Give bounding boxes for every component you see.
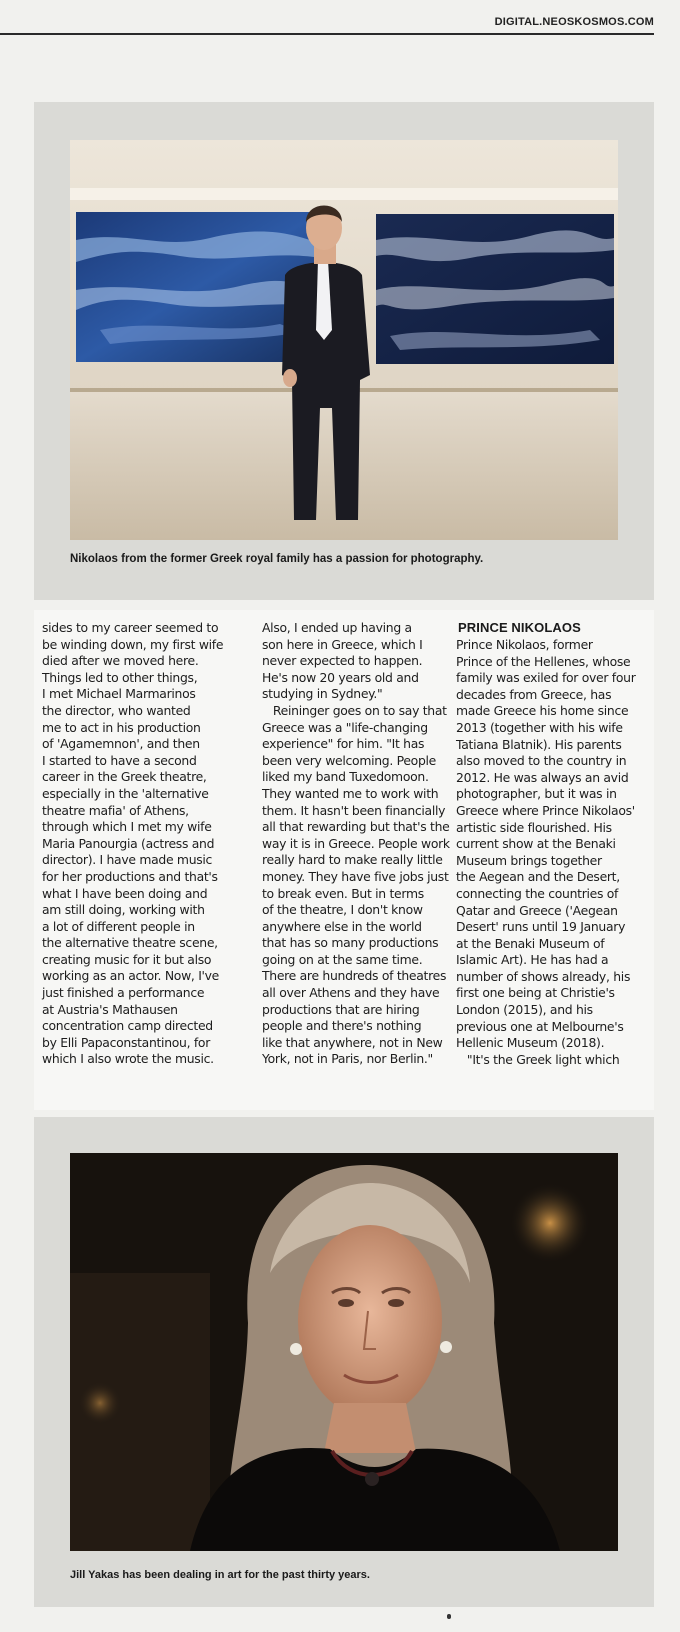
caption-nikolaos: Nikolaos from the former Greek royal family has a passion for photography.	[70, 553, 484, 565]
photo-jill-yakas-illustration	[70, 1153, 618, 1551]
figure-jill-yakas	[34, 1117, 654, 1607]
caption-jill-yakas: Jill Yakas has been dealing in art for the past thirty years.	[70, 1569, 370, 1581]
site-url: DIGITAL.NEOSKOSMOS.COM	[494, 16, 654, 28]
photo-nikolaos	[70, 140, 618, 540]
header-rule	[0, 33, 654, 35]
photo-nikolaos-illustration	[70, 140, 618, 540]
section-subhead: PRINCE NIKOLAOS	[458, 620, 581, 635]
photo-jill-yakas	[70, 1153, 618, 1551]
page-mark	[447, 1614, 451, 1619]
site-header	[0, 0, 680, 36]
article-column-1: sides to my career seemed to be winding down, my first wife died after we moved here. Things led to other things, I met Michael Marmarinos the director, who wanted me to act in his production of 'Agamemnon', and then I started to have a second career in the Greek theatre, especially in the 'alternative theatre mafia' of Athens, through which I met my wife Maria Panourgia (actress and director). I have made music for her productions and that's what I have been doing and am still doing, working with a lot of different people in the alternative theatre scene, creating music for it but also working as an actor. Now, I've just finished a performance at Austria's Mathausen concentration camp directed by Elli Papaconstantinou, for which I also wrote the music.	[42, 620, 224, 1067]
article-column-2: Also, I ended up having a son here in Greece, which I never expected to happen. He's now 20 years old and studying in Sydney." Reininger goes on to say that Greece was a "life-changing experience" for him. "It has been very welcoming. People liked my band Tuxedomoon. They wanted me to work with them. It hasn't been financially all that rewarding but that's the way it is in Greece. People work really hard to make really little money. They have five jobs just to break even. But in terms of the theatre, I don't know anywhere else in the world that has so many productions going on at the same time. There are hundreds of theatres all over Athens and they have productions that are hiring people and there's nothing like that anywhere, not in New York, not in Paris, nor Berlin."	[262, 620, 450, 1067]
article-body	[34, 610, 654, 1110]
article-column-3: Prince Nikolaos, former Prince of the Hellenes, whose family was exiled for over four decades from Greece, has made Greece his home since 2013 (together with his wife Tatiana Blatnik). His parents also moved to the country in 2012. He was always an avid photographer, but it was in Greece where Prince Nikolaos' artistic side flourished. His current show at the Benaki Museum brings together the Aegean and the Desert, connecting the countries of Qatar and Greece ('Aegean Desert' runs until 19 January at the Benaki Museum of Islamic Art). He has had a number of shows already, his first one being at Christie's London (2015), and his previous one at Melbourne's Hellenic Museum (2018). "It's the Greek light which	[456, 637, 636, 1067]
figure-nikolaos	[34, 102, 654, 600]
